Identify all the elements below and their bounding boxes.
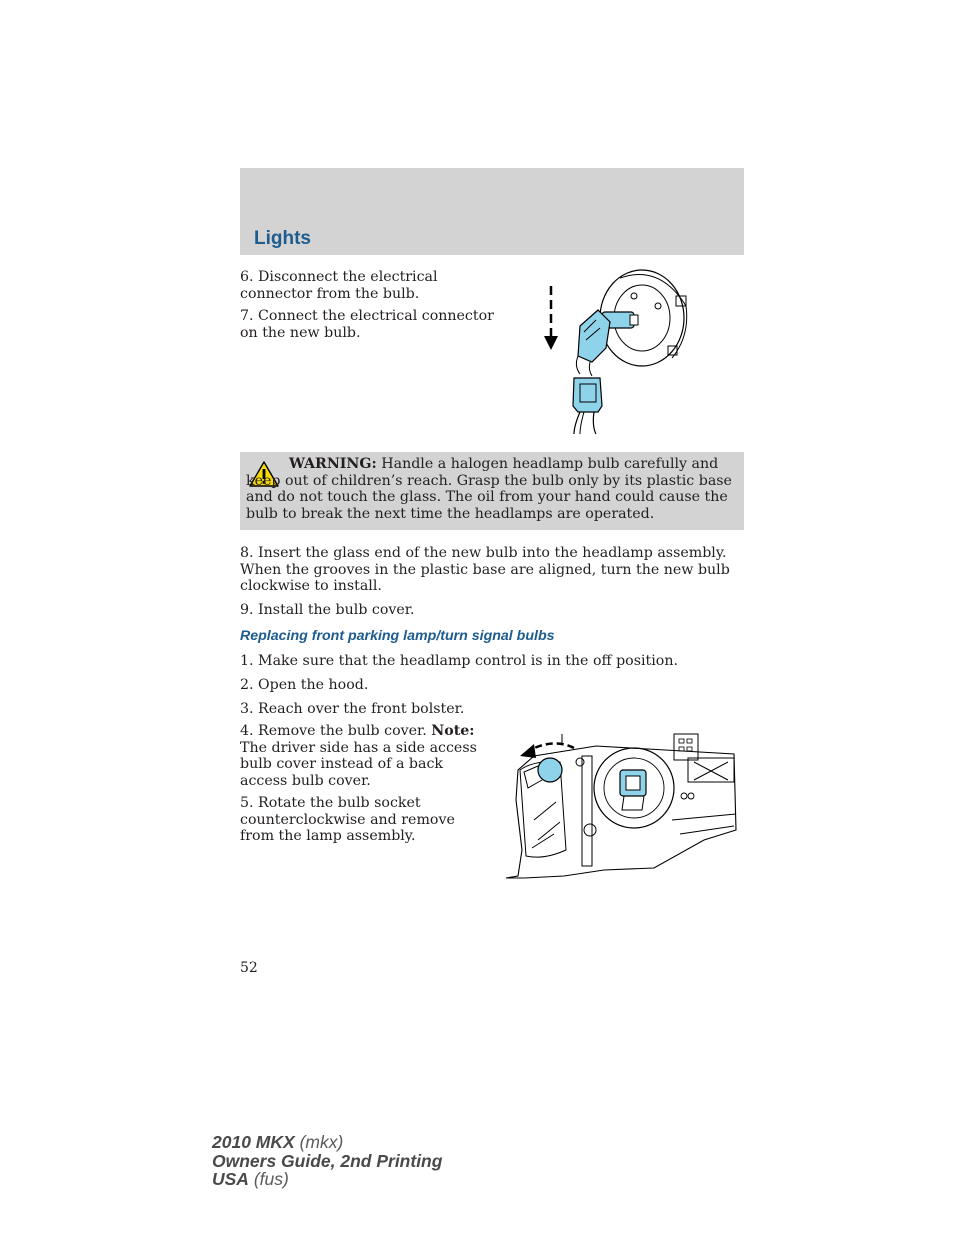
- note-text: The driver side has a side access bulb cover instead of a back access bulb cover.: [240, 739, 477, 789]
- step-b5: 5. Rotate the bulb socket counterclockwise and remove from the lamp assembly.: [240, 795, 455, 844]
- footer: [212, 1133, 442, 1189]
- step-b4-text: 4. Remove the bulb cover.: [240, 723, 432, 739]
- footer-model-code: (mkx): [299, 1132, 344, 1152]
- step-8: 8. Insert the glass end of the new bulb into the headlamp assembly. When the grooves in the plastic base are aligned, turn the new bulb clockwise to install.: [240, 545, 730, 594]
- footer-model: 2010 MKX: [212, 1132, 295, 1152]
- step-b3: 3. Reach over the front bolster.: [240, 701, 465, 717]
- footer-region-code: (fus): [253, 1169, 289, 1189]
- step-6: 6. Disconnect the electrical connector from the bulb.: [240, 269, 438, 302]
- step-9: 9. Install the bulb cover.: [240, 602, 415, 618]
- warning-label: WARNING:: [289, 456, 377, 472]
- page-number: 52: [240, 960, 258, 976]
- footer-region: USA: [212, 1169, 249, 1189]
- note-label: Note:: [431, 723, 475, 739]
- step-7: 7. Connect the electrical connector on the new bulb.: [240, 308, 494, 341]
- footer-guide: Owners Guide, 2nd Printing: [212, 1150, 443, 1171]
- step-b2: 2. Open the hood.: [240, 677, 369, 693]
- parking-lamp-illustration: [504, 730, 740, 882]
- warning-body: Handle a halogen headlamp bulb carefully and keep out of children’s reach. Grasp the bulb only by its plastic base and do not touch the glass. The oil from your hand could cause the bulb to break the next time the headlamps are operated.: [246, 456, 732, 522]
- step-b1: 1. Make sure that the headlamp control is in the off position.: [240, 653, 678, 669]
- warning-text: [246, 456, 736, 522]
- step-b4: [240, 723, 488, 789]
- section-header: [240, 168, 744, 255]
- warning-box: [240, 452, 744, 530]
- bulb-connector-illustration: [540, 266, 700, 436]
- subheading: Replacing front parking lamp/turn signal bulbs: [240, 628, 555, 644]
- section-title: Lights: [254, 228, 311, 249]
